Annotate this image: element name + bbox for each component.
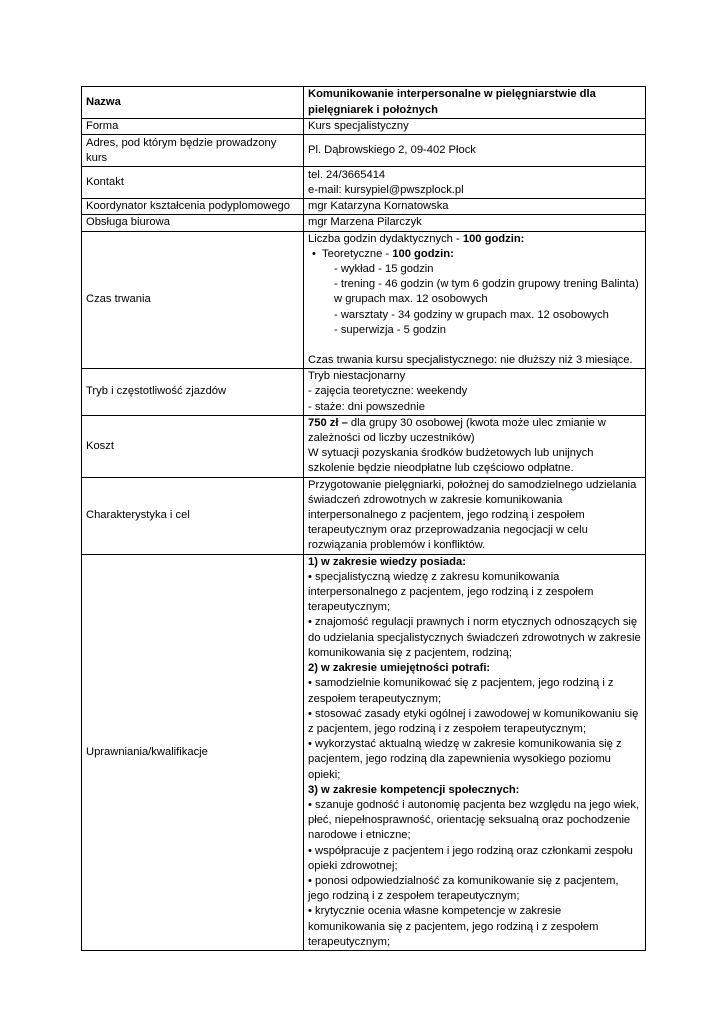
row-value: [304, 415, 646, 477]
row-value: [304, 369, 646, 416]
row-value: Kurs specjalistyczny: [304, 119, 646, 135]
table-row: [82, 369, 646, 416]
list-item: • samodzielnie komunikować się z pacjentem, jego rodziną i z zespołem terapeutycznym;: [308, 677, 614, 705]
list-item: - zajęcia teoretyczne: weekendy: [308, 385, 468, 398]
list-item: • szanuje godność i autonomię pacjenta bez względu na jego wiek, płeć, niepełnosprawność, orientację seksualną oraz pochodzenie narodowe i etniczne;: [308, 798, 640, 842]
table-row: [82, 554, 646, 950]
row-value: [304, 167, 646, 199]
table-row: [82, 135, 646, 167]
list-item: - warsztaty - 34 godziny w grupach max. 12 osobowych: [334, 308, 609, 321]
row-value: [304, 554, 646, 950]
table-row: [82, 119, 646, 135]
list-item: - staże: dni powszednie: [308, 400, 425, 413]
duration-note: Czas trwania kursu specjalistycznego: nie dłuższy niż 3 miesiące.: [308, 354, 633, 367]
row-label: Koszt: [82, 415, 304, 477]
table-row: [82, 231, 646, 369]
row-label: Charakterystyka i cel: [82, 477, 304, 554]
course-info-table: [81, 86, 646, 951]
row-value: Pl. Dąbrowskiego 2, 09-402 Płock: [304, 135, 646, 167]
hours-total: Liczba godzin dydaktycznych - 100 godzin:: [308, 232, 525, 245]
price: 750 zł – dla grupy 30 osobowej (kwota może ulec zmianie w zależności od liczby uczestników): [308, 416, 606, 445]
contact-phone: tel. 24/3665414: [308, 168, 386, 181]
row-label: Czas trwania: [82, 231, 304, 369]
row-label: Nazwa: [82, 87, 304, 119]
row-label: Adres, pod którym będzie prowadzony kurs: [82, 135, 304, 167]
row-value: [304, 231, 646, 369]
list-item: • stosować zasady etyki ogólnej i zawodowej w komunikowaniu się z pacjentem, jego rodziną i z zespołem terapeutycznym;: [308, 707, 639, 735]
table-row: [82, 415, 646, 477]
row-value: Przygotowanie pielęgniarki, położnej do samodzielnego udzielania świadczeń zdrowotnych w zakresie komunikowania interpersonalnego z pacjentem, jego rodziną i zespołem terapeutycznym oraz przeprowadzania negocjacji w celu rozwiązania problemów i konfliktów.: [304, 477, 646, 554]
row-label: Forma: [82, 119, 304, 135]
price-note: W sytuacji pozyskania środków budżetowych lub unijnych szkolenie będzie nieodpłatne lub częściowo odpłatne.: [308, 447, 594, 475]
table-row: [82, 199, 646, 215]
table-row: [82, 215, 646, 231]
hours-breakdown: [322, 262, 641, 338]
table-row: [82, 477, 646, 554]
contact-email[interactable]: e-mail: kursypiel@pwszplock.pl: [308, 183, 464, 196]
list-item: Tryb niestacjonarny: [308, 370, 406, 383]
list-item: - wykład - 15 godzin: [334, 263, 434, 276]
list-item: • krytycznie ocenia własne kompetencje w zakresie komunikowania się z pacjentem, jego rodziną i z zespołem terapeutycznym;: [308, 905, 599, 948]
row-label: Obsługa biurowa: [82, 215, 304, 231]
hours-list: [308, 247, 641, 338]
list-item: - trening - 46 godzin (w tym 6 godzin grupowy trening Balinta) w grupach max. 12 osobowych: [334, 278, 639, 306]
row-label: Koordynator kształcenia podyplomowego: [82, 199, 304, 215]
list-item: • ponosi odpowiedzialność za komunikowanie się z pacjentem, jego rodziną i z zespołem terapeutycznym;: [308, 874, 619, 903]
row-label: Kontakt: [82, 167, 304, 199]
section-heading: 1) w zakresie wiedzy posiada:: [308, 555, 466, 568]
course-title: Komunikowanie interpersonalne w pielęgniarstwie dla pielęgniarek i położnych: [304, 87, 646, 119]
section-heading: 2) w zakresie umiejętności potrafi:: [308, 662, 491, 675]
row-label: Uprawniania/kwalifikacje: [82, 554, 304, 950]
row-value: mgr Marzena Pilarczyk: [304, 215, 646, 231]
row-label: Tryb i częstotliwość zjazdów: [82, 369, 304, 416]
list-item: • Teoretyczne - 100 godzin: - wykład - 15 godzin - trening - 46 godzin (w tym 6 godzin grupowy trening Balinta) w grupach max. 12 osobowych - warsztaty - 34 godziny w grupach max. 12 osobowych - superwizja - 5 godzin: [322, 247, 641, 338]
section-heading: 3) w zakresie kompetencji społecznych:: [308, 783, 520, 796]
table-row: [82, 87, 646, 119]
list-item: - superwizja - 5 godzin: [334, 323, 446, 336]
list-item: • wykorzystać aktualną wiedzę w zakresie komunikowania się z pacjentem, jego rodziną dla zapewnienia wysokiego poziomu opieki;: [308, 738, 622, 781]
list-item: • znajomość regulacji prawnych i norm etycznych odnoszących się do udzielania specjalistycznych świadczeń zdrowotnych w zakresie komunikowania się z pacjentem, rodziną;: [308, 616, 641, 659]
list-item: • specjalistyczną wiedzę z zakresu komunikowania interpersonalnego z pacjentem, jego rodziną i z zespołem terapeutycznym;: [308, 570, 594, 614]
list-item: • współpracuje z pacjentem i jego rodziną oraz członkami zespołu opieki zdrowotnej;: [308, 844, 633, 872]
table-row: [82, 167, 646, 199]
row-value: mgr Katarzyna Kornatowska: [304, 199, 646, 215]
